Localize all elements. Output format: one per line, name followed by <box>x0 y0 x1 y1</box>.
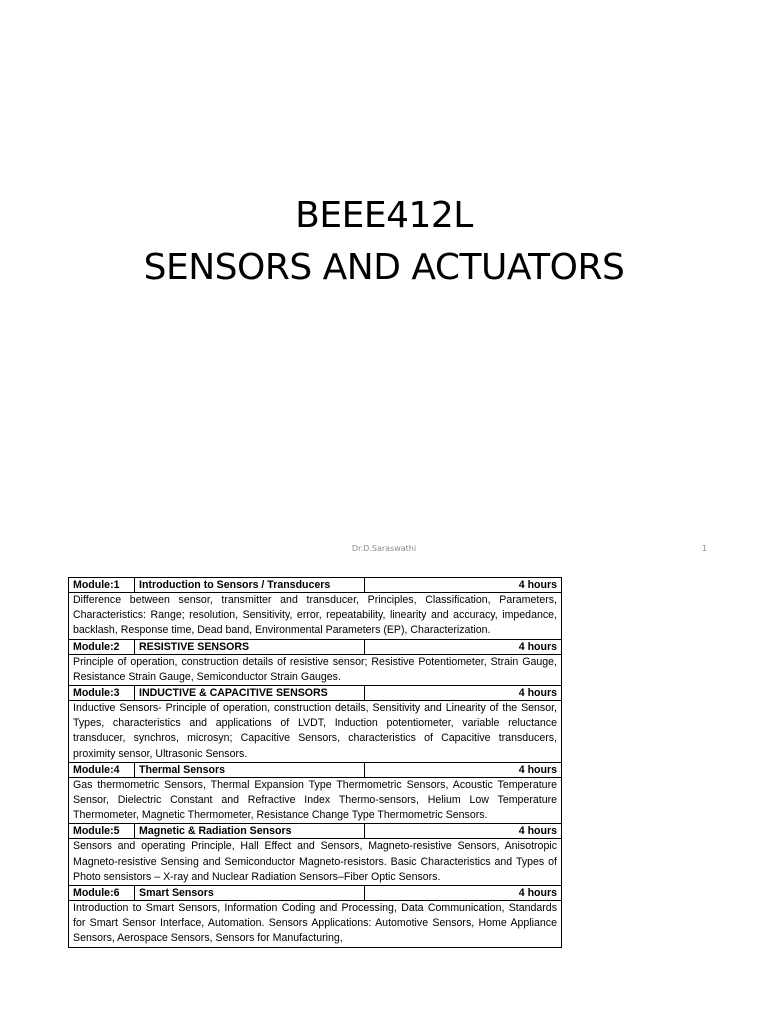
module-description: Sensors and operating Principle, Hall Effect and Sensors, Magneto-resistive Sensors, Anisotropic Magneto-resistive Sensing and Semiconductor Magneto-resistors. Basic Characteristics and Types of Photo sensistors – X-ray and Nuclear Radiation Sensors–Fiber Optic Sensors. <box>69 839 562 886</box>
module-description: Difference between sensor, transmitter and transducer, Principles, Classification, Parameters, Characteristics: Range; resolution, Sensitivity, error, repeatability, linearity and accuracy, impedance, backlash, Response time, Dead band, Environmental Parameters (EP), Characterization. <box>69 593 562 640</box>
module-number: Module:2 <box>69 639 135 654</box>
module-title: Thermal Sensors <box>135 762 365 777</box>
module-hours: 4 hours <box>365 578 562 593</box>
module-header-row <box>69 886 562 901</box>
module-header-row <box>69 578 562 593</box>
module-title: Introduction to Sensors / Transducers <box>135 578 365 593</box>
module-title: Magnetic & Radiation Sensors <box>135 824 365 839</box>
syllabus-table <box>68 577 562 948</box>
slide-page-number: 1 <box>702 544 708 553</box>
module-number: Module:6 <box>69 886 135 901</box>
module-description-row <box>69 839 562 886</box>
course-code: BEEE412L <box>295 195 473 236</box>
module-description: Principle of operation, construction details of resistive sensor; Resistive Potentiometer, Strain Gauge, Resistance Strain Gauge, Semiconductor Strain Gauges. <box>69 654 562 685</box>
module-description-row <box>69 901 562 948</box>
module-description-row <box>69 777 562 824</box>
module-number: Module:4 <box>69 762 135 777</box>
module-header-row <box>69 762 562 777</box>
module-hours: 4 hours <box>365 886 562 901</box>
module-description: Gas thermometric Sensors, Thermal Expansion Type Thermometric Sensors, Acoustic Temperature Sensor, Dielectric Constant and Refractive Index Thermo-sensors, Helium Low Temperature Thermometer, Magnetic Thermometer, Resistance Change Type Thermometric Sensors. <box>69 777 562 824</box>
module-description-row <box>69 654 562 685</box>
module-description: Introduction to Smart Sensors, Information Coding and Processing, Data Communication, Standards for Smart Sensor Interface, Automation. Sensors Applications: Automotive Sensors, Home Appliance Sensors, Aerospace Sensors, Sensors for Manufacturing, <box>69 901 562 948</box>
module-number: Module:3 <box>69 686 135 701</box>
slide-author: Dr.D.Saraswathi <box>351 544 417 553</box>
module-hours: 4 hours <box>365 686 562 701</box>
module-description: Inductive Sensors- Principle of operation, construction details, Sensitivity and Linearity of the Sensor, Types, characteristics and applications of LVDT, Induction potentiometer, variable reluctance transducer, synchros, microsyn; Capacitive Sensors, characteristics of Capacitive transducers, proximity sensor, Ultrasonic Sensors. <box>69 701 562 763</box>
module-title: RESISTIVE SENSORS <box>135 639 365 654</box>
module-title: Smart Sensors <box>135 886 365 901</box>
module-description-row <box>69 701 562 763</box>
module-number: Module:1 <box>69 578 135 593</box>
module-header-row <box>69 686 562 701</box>
module-hours: 4 hours <box>365 762 562 777</box>
module-hours: 4 hours <box>365 824 562 839</box>
course-name: SENSORS AND ACTUATORS <box>143 247 625 288</box>
module-title: INDUCTIVE & CAPACITIVE SENSORS <box>135 686 365 701</box>
module-number: Module:5 <box>69 824 135 839</box>
slide-title <box>0 190 768 294</box>
module-header-row <box>69 639 562 654</box>
module-description-row <box>69 593 562 640</box>
module-hours: 4 hours <box>365 639 562 654</box>
module-header-row <box>69 824 562 839</box>
